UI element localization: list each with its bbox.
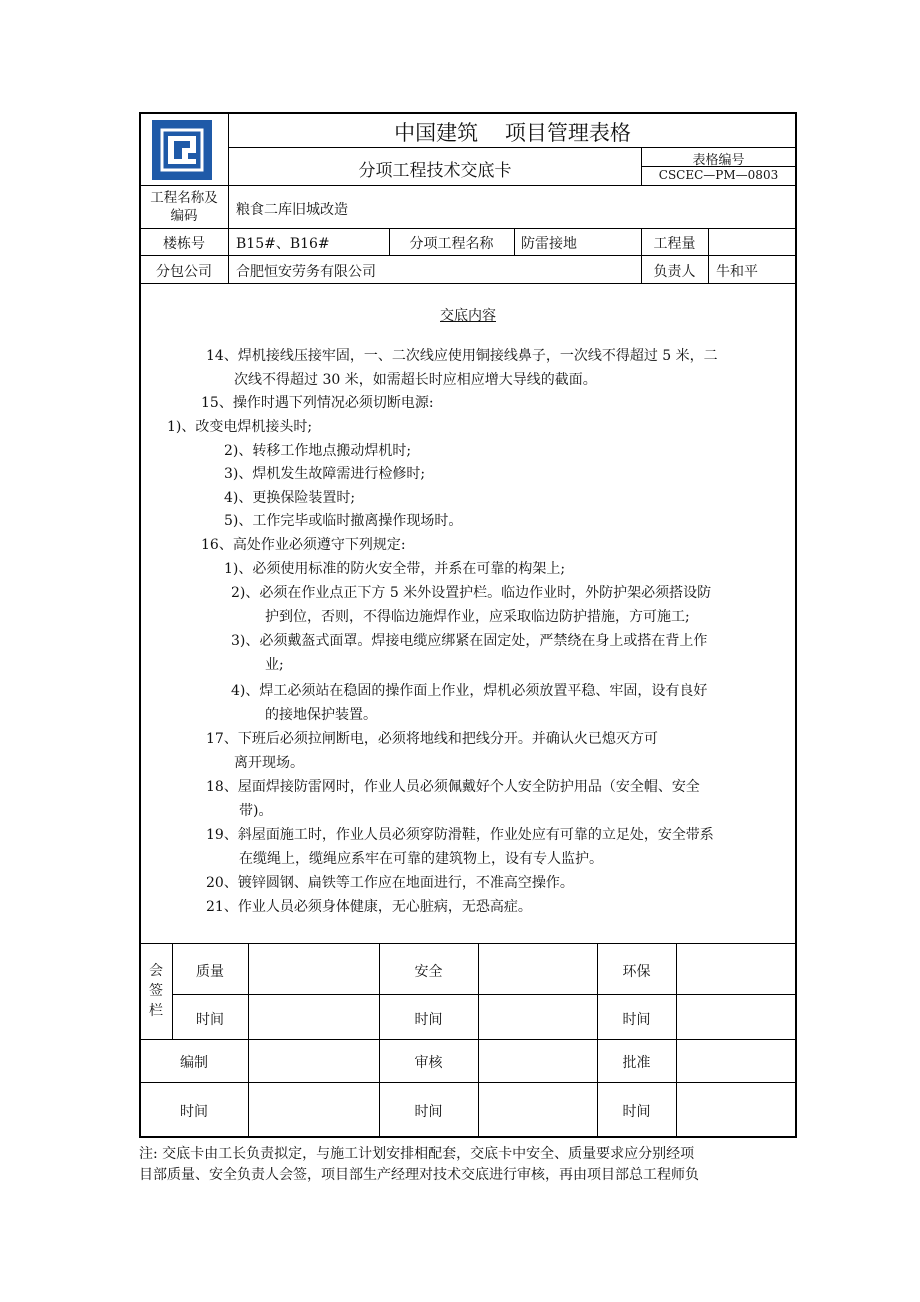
- content-line: 21、作业人员必须身体健康，无心脏病，无恐高症。: [206, 899, 532, 915]
- subcontractor-value: 合肥恒安劳务有限公司: [236, 264, 376, 280]
- content-line: 20、镀锌圆钢、扁铁等工作应在地面进行，不准高空操作。: [206, 875, 574, 891]
- time-label: 时间: [622, 1104, 651, 1120]
- content-line: 3)、必须戴盔式面罩。焊接电缆应绑紧在固定处，严禁绕在身上或搭在背上作: [231, 633, 708, 649]
- note-line-1: 注: 交底卡由工长负责拟定，与施工计划安排相配套，交底卡中安全、质量要求应分别经项: [139, 1146, 695, 1162]
- quantity-label: 工程量: [653, 236, 696, 252]
- content-line: 14、焊机接线压接牢固，一、二次线应使用铜接线鼻子，一次线不得超过 5 米，二: [206, 348, 718, 364]
- cscec-logo: [152, 120, 212, 180]
- header-title: [229, 117, 796, 147]
- project-name-label-line1: 工程名称及: [150, 190, 218, 206]
- form-no: CSCEC—PM—0803: [658, 168, 779, 182]
- signoff-label-char: 会: [149, 963, 163, 979]
- quality-label: 质量: [196, 964, 224, 980]
- content-line: 18、屋面焊接防雷网时，作业人员必须佩戴好个人安全防护用品（安全帽、安全: [206, 779, 700, 795]
- time-label: 时间: [180, 1104, 208, 1120]
- content-line: 离开现场。: [234, 755, 304, 771]
- content-line: 1)、必须使用标准的防火安全带，并系在可靠的构架上;: [224, 561, 566, 577]
- building-label: 楼栋号: [163, 236, 205, 252]
- content-line: 4)、更换保险装置时;: [224, 490, 356, 506]
- subcontractor-label: 分包公司: [156, 264, 212, 280]
- signoff-label-char: 签: [149, 983, 163, 999]
- content-line: 3)、焊机发生故障需进行检修时;: [224, 466, 426, 482]
- content-line: 护到位，否则，不得临边施焊作业，应采取临边防护措施，方可施工;: [265, 609, 690, 625]
- project-name-label: [140, 189, 228, 225]
- subitem-value: 防雷接地: [521, 236, 577, 252]
- form-system: 项目管理表格: [504, 121, 631, 145]
- project-name-label-line2: 编码: [170, 208, 198, 224]
- content-line: 2)、必须在作业点正下方 5 米外设置护栏。临边作业时，外防护架必须搭设防: [231, 585, 712, 601]
- content-heading: 交底内容: [440, 308, 496, 324]
- project-name-value: 粮食二库旧城改造: [236, 202, 348, 218]
- content-line: 5)、工作完毕或临时撤离操作现场时。: [224, 513, 463, 529]
- signoff-section-label: [140, 961, 172, 1021]
- company-name: 中国建筑: [394, 121, 479, 145]
- content-line: 17、下班后必须拉闸断电，必须将地线和把线分开。并确认火已熄灭方可: [206, 731, 658, 747]
- building-value: B15#、B16#: [236, 236, 330, 252]
- note-line-2: 目部质量、安全负责人会签，项目部生产经理对技术交底进行审核，再由项目部总工程师负: [139, 1167, 699, 1183]
- time-label: 时间: [414, 1012, 443, 1028]
- content-line: 在缆绳上，缆绳应系牢在可靠的建筑物上，设有专人监护。: [239, 851, 603, 867]
- time-label: 时间: [196, 1012, 224, 1028]
- form-no-label: 表格编号: [692, 153, 745, 168]
- content-line: 19、斜屋面施工时，作业人员必须穿防滑鞋，作业处应有可靠的立足处，安全带系: [206, 827, 714, 843]
- cscec-logo-icon: [160, 128, 204, 172]
- content-line: 16、高处作业必须遵守下列规定:: [201, 537, 406, 553]
- content-line: 4)、焊工必须站在稳固的操作面上作业，焊机必须放置平稳、牢固，设有良好: [231, 683, 708, 699]
- content-line: 1)、改变电焊机接头时;: [167, 419, 313, 435]
- manager-label: 负责人: [653, 264, 696, 280]
- approved-label: 批准: [622, 1055, 651, 1071]
- time-label: 时间: [622, 1012, 651, 1028]
- form-title: 分项工程技术交底卡: [358, 161, 512, 181]
- prepared-label: 编制: [180, 1055, 208, 1071]
- manager-value: 牛和平: [716, 264, 758, 280]
- reviewed-label: 审核: [414, 1055, 443, 1071]
- time-label: 时间: [414, 1104, 443, 1120]
- safety-label: 安全: [414, 964, 443, 980]
- environment-label: 环保: [622, 964, 651, 980]
- subitem-label: 分项工程名称: [409, 236, 494, 252]
- content-line: 业;: [265, 657, 284, 673]
- content-line: 次线不得超过 30 米，如需超长时应相应增大导线的截面。: [234, 372, 597, 388]
- content-line: 的接地保护装置。: [265, 707, 377, 723]
- content-line: 带)。: [239, 803, 273, 819]
- signoff-label-char: 栏: [149, 1003, 163, 1019]
- content-line: 15、操作时遇下列情况必须切断电源:: [201, 395, 434, 411]
- content-line: 2)、转移工作地点搬动焊机时;: [224, 443, 412, 459]
